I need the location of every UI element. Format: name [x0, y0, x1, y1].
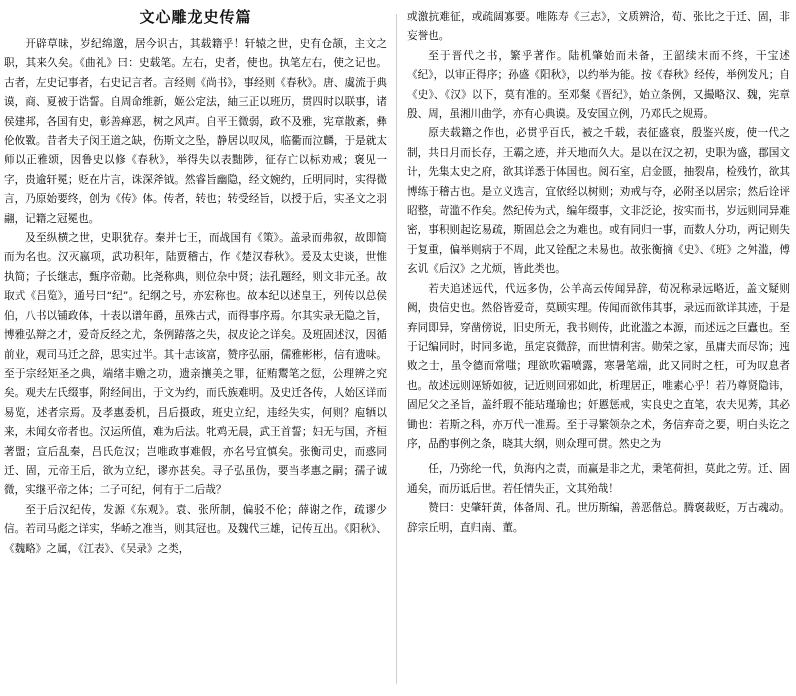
- paragraph-2: 及至纵横之世，史职犹存。秦并七王，而战国有《策》。盖录而弗叙，故即简而为名也。汉灭嬴项，武功积年，陆贾稽古，作《楚汉春秋》。爰及太史谈，世惟执简；子长继志，甄序帝勣。比尧称典，则位杂中贤；法孔题经，则文非元圣。故取式《吕览》，通号曰“纪”。纪纲之号，亦宏称也。故本纪以述皇王，列传以总侯伯，八书以铺政体，十表以谱年爵，虽殊古式，而得事序焉。尔其实录无隐之旨，博雅弘辩之才，爱奇反经之尤，条例踳落之失，叔皮论之详矣。及班固述汉，因循前业，观司马迁之辞，思实过半。其十志该富，赞序弘丽，儒雅彬彬，信有遗味。至于宗经矩圣之典，端绪丰赡之功，遗亲攘美之罪，征贿鬻笔之愆，公理辨之究矣。观夫左氏缀事，附经间出，于文为约，而氏族难明。及史迁各传，人始区详而易览，述者宗焉。及孝惠委机，吕后摄政，班史立纪，违经失实，何则？庖牺以来，未闻女帝者也。汉运所值，难为后法。牝鸡无晨，武王首誓；妇无与国，齐桓著盟；宣后乱秦，吕氏危汉；岂唯政事难假，亦名号宜慎矣。张衡司史，而惑同迁、固，元帝王后，欲为立纪，谬亦甚矣。寻子弘虽伪，要当孝惠之嗣；孺子诚微，实继平帝之体；二子可纪，何有于二后哉？: [4, 232, 387, 497]
- paragraph-distant-ages: 若夫追述远代，代远多伪，公羊高云传闻异辞，荀况称录远略近，盖文疑则阙，贵信史也。然俗皆爱奇，莫顾实理。传闻而欲伟其事，录远而欲详其迹，于是弃同即异，穿凿傍说，旧史所无，我书则传，此讹滥之本源，而述远之巨蠹也。至于记编同时，时同多诡，虽定哀微辞，而世情利害。勋荣之家，虽庸夫而尽饰；迍败之士，虽令德而常嗤；理欲吹霜喷露，寒暑笔端，此又同时之枉，可为叹息者也。故述远则诬矫如彼，记近则回邪如此，析理居正，唯素心乎！若乃尊贤隐讳，固尼父之圣旨，盖纤瑕不能玷瑾瑜也；奸慝惩戒，实良史之直笔，农夫见莠，其必锄也：若斯之科，亦万代一准焉。至于寻繁领杂之术，务信弃奇之要，明白头讫之序，品酌事例之条，晓其大纲，则众理可贯。然史之为: [407, 282, 790, 450]
- left-column: [4, 0, 387, 696]
- right-column: [407, 0, 790, 696]
- paragraph-continuation: 或激抗难征，或疏阔寡要。唯陈寿《三志》，文质辨洽，荀、张比之于迁、固，非妄誉也。: [407, 11, 790, 43]
- paragraph-3: 至于后汉纪传，发源《东观》。袁、张所制，偏驳不伦；薛谢之作，疏谬少信。若司马彪之详实，华峤之准当，则其冠也。及魏代三雄，记传互出。《阳秋》、《魏略》之属，《江表》、《吴录》之类，: [4, 503, 387, 555]
- paragraph-origins: 原夫载籍之作也，必贯乎百氏，被之千载，表征盛衰，殷鉴兴废，使一代之制，共日月而长存，王霸之迹，并天地而久大。是以在汉之初，史职为盛，郡国文计，先集太史之府，欲其详悉于体国也。阅石室，启金匮，抽裂帛，检残竹，欲其博练于稽古也。是立义选言，宜依经以树则；劝戒与夺，必附圣以居宗；然后诠评昭整，苛滥不作矣。然纪传为式，编年缀事，文非泛论，按实而书，岁远则同异难密，事积则起讫易疏，斯固总会之为难也。或有同归一事，而数人分功，两记则失于复重，偏举则病于不周，此又铨配之未易也。故张衡摘《史》、《班》之舛滥，傅玄讥《后汉》之尤烦，皆此类也。: [407, 127, 790, 276]
- paragraph-task: 任，乃弥纶一代，负海内之责，而赢是非之尤，秉笔荷担，莫此之劳。迁、固通矣，而历诋后世。若任情失正，文其殆哉！: [407, 463, 790, 495]
- paragraph-jin-histories: 至于晋代之书，繁乎著作。陆机肇始而未备，王韶续末而不终，干宝述《纪》，以审正得序；孙盛《阳秋》，以约举为能。按《春秋》经传，举例发凡；自《史》、《汉》以下，莫有准的。至邓粲《晋纪》，始立条例，又撮略汉、魏，宪章殷、周，虽湘川曲学，亦有心典谟。及安国立例，乃邓氏之规焉。: [407, 49, 790, 121]
- document-title: 文心雕龙史传篇: [139, 8, 252, 26]
- paragraph-1: 开辟草昧，岁纪绵邈，居今识古，其载籍乎！轩辕之世，史有仓颉，主文之职，其来久矣。《曲礼》曰：史载笔。左右，史者，使也。执笔左右，使之记也。古者，左史记事者，右史记言者。言经则《尚书》，事经则《春秋》。唐、虞流于典谟，商、夏被于诰誓。自周命维新，姬公定法，紬三正以班历，贯四时以联事，诸侯建邦，各国有史，彰善瘅恶，树之风声。自平王微弱，政不及雅，宪章散紊，彝伦攸斁。昔者夫子闵王道之缺，伤斯文之坠，静居以叹凤，临衢而泣麟，于是就太师以正雅颂，因鲁史以修《春秋》，举得失以表黜陟，征存亡以标劝戒；褒见一字，贵逾轩冕；贬在片言，诛深斧钺。然睿旨幽隐，经文婉约，丘明同时，实得微言，乃原始要终，创为《传》体。传者，转也；转受经旨，以授于后，实圣文之羽翮，记籍之冠冕也。: [4, 38, 387, 225]
- column-divider: [396, 14, 397, 684]
- paragraph-zan: 赞曰：史肇轩黄，体备周、孔。世历斯编，善恶偕总。腾褒裁贬，万古魂动。辞宗丘明，直归南、董。: [407, 502, 790, 534]
